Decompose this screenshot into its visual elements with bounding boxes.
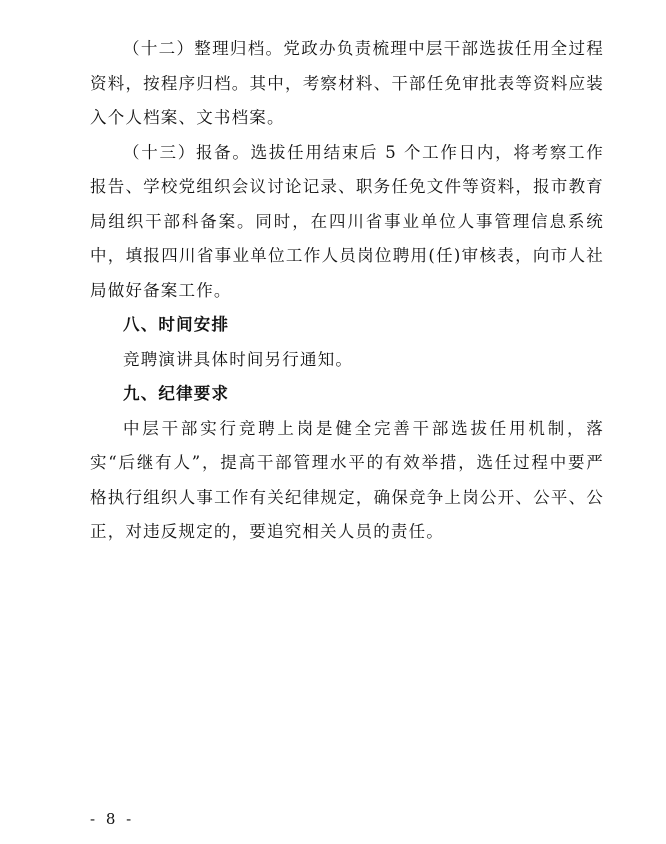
section-body-discipline: 中层干部实行竞聘上岗是健全完善干部选拔任用机制，落实“后继有人”，提高干部管理水平的有效举措，选任过程中要严格执行组织人事工作有关纪律规定，确保竞争上岗公开、公平、公正，对违反规定的，要追究相关人员的责任。 (90, 418, 604, 541)
paragraph-archiving: （十二）整理归档。党政办负责梳理中层干部选拔任用全过程资料，按程序归档。其中，考察材料、干部任免审批表等资料应装入个人档案、文书档案。 (90, 39, 604, 127)
section-heading-discipline: 九、纪律要求 (123, 384, 230, 403)
section-body-schedule: 竞聘演讲具体时间另行通知。 (123, 349, 354, 369)
page-number: - 8 - (90, 810, 135, 828)
section-heading-schedule: 八、时间安排 (123, 315, 230, 334)
paragraph-filing: （十三）报备。选拔任用结束后 5 个工作日内，将考察工作报告、学校党组织会议讨论记录、职务任免文件等资料，报市教育局组织干部科备案。同时，在四川省事业单位人事管理信息系统中，填报四川省事业单位工作人员岗位聘用(任)审核表，向市人社局做好备案工作。 (90, 142, 604, 300)
document-body (90, 32, 604, 550)
